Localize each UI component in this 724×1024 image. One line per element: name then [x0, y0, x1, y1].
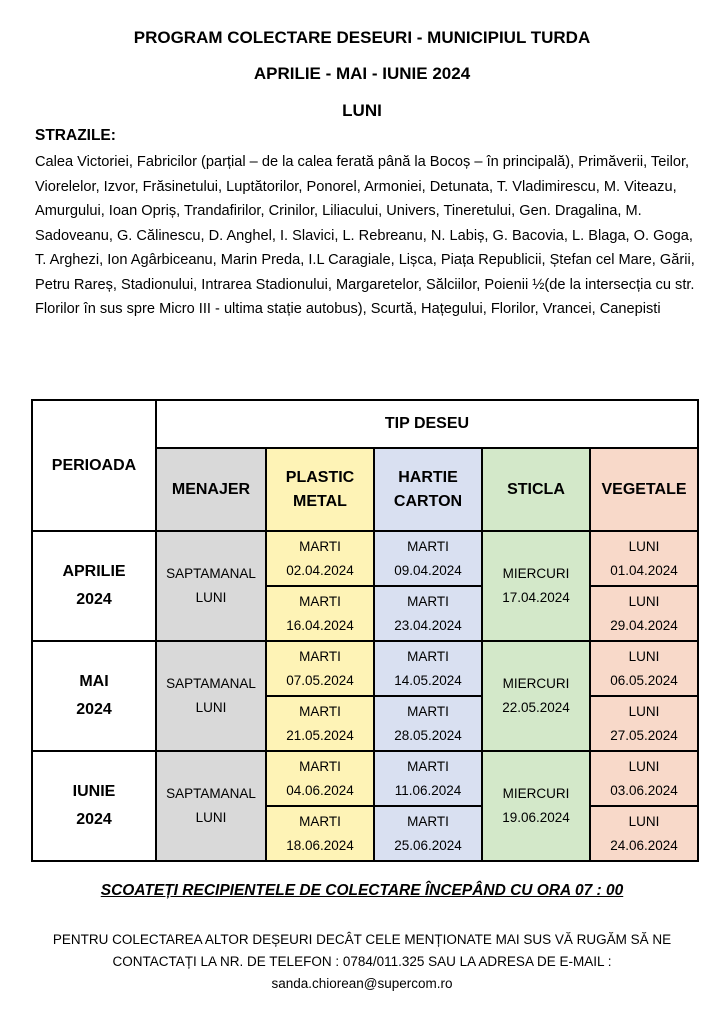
collection-day: MIERCURI	[502, 786, 570, 801]
collection-day: MIERCURI	[502, 566, 570, 581]
collection-date: 17.04.2024	[502, 590, 570, 605]
collection-date: 29.04.2024	[610, 617, 678, 633]
collection-date: 23.04.2024	[394, 617, 462, 633]
collection-day: MARTI	[299, 813, 341, 829]
collection-date: 11.06.2024	[394, 782, 462, 798]
period-header: PERIOADA	[32, 400, 156, 531]
sticla-cell	[482, 641, 590, 751]
contact-info	[40, 929, 684, 995]
collection-date: 22.05.2024	[502, 700, 570, 715]
plastic-cell	[266, 751, 374, 806]
month-row	[32, 531, 698, 586]
menajer-cell	[156, 531, 266, 641]
period-month: MAI	[79, 673, 109, 690]
period-cell	[32, 531, 156, 641]
sticla-cell	[482, 531, 590, 641]
document-period: APRILIE - MAI - IUNIE 2024	[253, 64, 471, 83]
hartie-cell	[374, 696, 482, 751]
collection-day: MARTI	[299, 703, 341, 719]
hartie-cell	[374, 641, 482, 696]
col-sticla: STICLA	[482, 448, 590, 531]
contact-line-2: CONTACTAȚI LA NR. DE TELEFON : 0784/011.325 SAU LA ADRESA DE E-MAIL :	[112, 954, 612, 969]
collection-day: MARTI	[407, 593, 449, 609]
plastic-cell	[266, 586, 374, 641]
menajer-frequency: SAPTAMANAL	[166, 566, 256, 581]
collection-day: MARTI	[407, 758, 449, 774]
month-row	[32, 641, 698, 696]
menajer-day: LUNI	[195, 590, 227, 605]
collection-day: LUNI	[628, 703, 660, 719]
vegetale-cell	[590, 806, 698, 861]
hartie-cell	[374, 531, 482, 586]
collection-date: 25.06.2024	[394, 837, 462, 853]
collection-date: 07.05.2024	[286, 672, 354, 688]
contact-line-1: PENTRU COLECTAREA ALTOR DEȘEURI DECÂT CELE MENȚIONATE MAI SUS VĂ RUGĂM SĂ NE	[52, 932, 672, 947]
period-month: IUNIE	[72, 783, 116, 800]
collection-day: MARTI	[299, 538, 341, 554]
hartie-cell	[374, 751, 482, 806]
period-year: 2024	[76, 591, 112, 608]
collection-date: 14.05.2024	[394, 672, 462, 688]
plastic-cell	[266, 641, 374, 696]
collection-date: 18.06.2024	[286, 837, 354, 853]
collection-date: 21.05.2024	[286, 727, 354, 743]
plastic-cell	[266, 696, 374, 751]
collection-date: 06.05.2024	[610, 672, 678, 688]
hartie-cell	[374, 586, 482, 641]
vegetale-cell	[590, 751, 698, 806]
menajer-frequency: SAPTAMANAL	[166, 676, 256, 691]
month-row	[32, 751, 698, 806]
collection-date: 09.04.2024	[394, 562, 462, 578]
period-year: 2024	[76, 811, 112, 828]
collection-day: MARTI	[299, 758, 341, 774]
collection-day: MIERCURI	[502, 676, 570, 691]
collection-day: MARTI	[407, 813, 449, 829]
menajer-cell	[156, 641, 266, 751]
vegetale-cell	[590, 586, 698, 641]
collection-day: MARTI	[299, 648, 341, 664]
col-plastic-label: PLASTIC	[285, 468, 355, 486]
collection-day: MARTI	[407, 648, 449, 664]
menajer-day: LUNI	[195, 700, 227, 715]
collection-day: MARTI	[407, 538, 449, 554]
hartie-cell	[374, 806, 482, 861]
plastic-cell	[266, 531, 374, 586]
collection-date: 28.05.2024	[394, 727, 462, 743]
collection-date: 24.06.2024	[610, 837, 678, 853]
menajer-day: LUNI	[195, 810, 227, 825]
vegetale-cell	[590, 641, 698, 696]
collection-day: LUNI	[628, 538, 660, 554]
waste-type-header: TIP DESEU	[156, 400, 698, 448]
collection-date: 27.05.2024	[610, 727, 678, 743]
col-hartie-carton	[374, 448, 482, 531]
schedule-table	[31, 399, 699, 862]
menajer-cell	[156, 751, 266, 861]
collection-date: 01.04.2024	[610, 562, 678, 578]
collection-day: MARTI	[299, 593, 341, 609]
collection-day: LUNI	[628, 648, 660, 664]
vegetale-cell	[590, 531, 698, 586]
collection-day: LUNI	[628, 593, 660, 609]
col-carton-label: CARTON	[393, 492, 463, 510]
collection-day: LUNI	[628, 813, 660, 829]
plastic-cell	[266, 806, 374, 861]
collection-date: 03.06.2024	[610, 782, 678, 798]
col-plastic-metal	[266, 448, 374, 531]
col-vegetale: VEGETALE	[590, 448, 698, 531]
collection-date: 04.06.2024	[286, 782, 354, 798]
streets-list: Calea Victoriei, Fabricilor (parțial – de la calea ferată până la Bocoș – în principală), Primăverii, Teilor, Viorelelor, Izvor, Frăsinetului, Luptătorilor, Ponorel, Armoniei, Detunata, T. Vladimirescu, M. Viteazu, Amurgului, Ioan Opriș, Trandafirilor, Crinilor, Liliacului, Univers, Tineretului, Gen. Dragalina, M. Sadoveanu, G. Călinescu, D. Anghel, I. Slavici, L. Rebreanu, N. Labiș, G. Bacovia, L. Blaga, O. Goga, T. Arghezi, Ion Agârbiceanu, Marin Preda, I.L Caragiale, Lișca, Piața Republicii, Ștefan cel Mare, Gării, Petru Rareș, Stadionului, Intrarea Stadionului, Margaretelor, Sălciilor, Poienii ½(de la intersecția cu str. Florilor în sus spre Micro III - ultima stație autobus), Scurtă, Hațegului, Florilor, Vrancei, Canepisti	[35, 154, 695, 317]
col-menajer: MENAJER	[156, 448, 266, 531]
period-year: 2024	[76, 701, 112, 718]
collection-date: 02.04.2024	[286, 562, 354, 578]
contact-email: sanda.chiorean@supercom.ro	[271, 976, 453, 991]
collection-date: 19.06.2024	[502, 810, 570, 825]
col-metal-label: METAL	[293, 492, 347, 510]
collection-day: LUNI	[628, 758, 660, 774]
collection-day: LUNI	[342, 101, 382, 120]
streets-label: STRAZILE:	[35, 127, 116, 144]
sticla-cell	[482, 751, 590, 861]
menajer-frequency: SAPTAMANAL	[166, 786, 256, 801]
period-cell	[32, 751, 156, 861]
collection-notice: SCOATEȚI RECIPIENTELE DE COLECTARE ÎNCEPÂND CU ORA 07 : 00	[100, 882, 624, 899]
collection-date: 16.04.2024	[286, 617, 354, 633]
col-hartie-label: HARTIE	[398, 468, 458, 486]
period-month: APRILIE	[62, 563, 126, 580]
vegetale-cell	[590, 696, 698, 751]
document-title: PROGRAM COLECTARE DESEURI - MUNICIPIUL TURDA	[133, 28, 591, 47]
collection-day: MARTI	[407, 703, 449, 719]
period-cell	[32, 641, 156, 751]
